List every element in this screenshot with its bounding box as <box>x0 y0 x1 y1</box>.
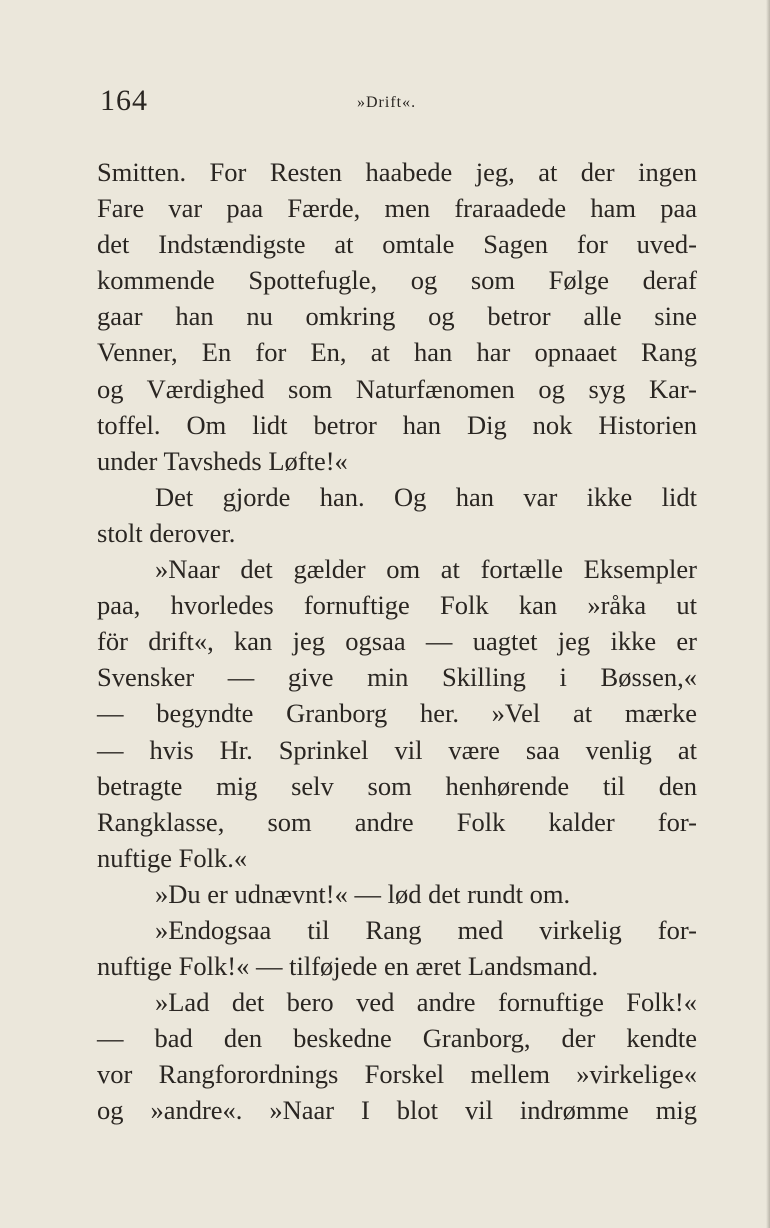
text-line: toffel. Om lidt betror han Dig nok Historien <box>97 409 697 440</box>
text-line: för drift«, kan jeg ogsaa — uagtet jeg ikke er <box>97 626 697 657</box>
text-line: — hvis Hr. Sprinkel vil være saa venlig at <box>97 734 697 765</box>
text-line: Svensker — give min Skilling i Bøssen,« <box>97 662 697 693</box>
text-line: nuftige Folk!« — tilføjede en æret Landsmand. <box>97 951 599 982</box>
text-line: stolt derover. <box>97 517 236 548</box>
text-line: »Naar det gælder om at fortælle Eksempler <box>155 554 697 585</box>
text-line: paa, hvorledes fornuftige Folk kan »råka ut <box>97 590 697 621</box>
text-line: Fare var paa Færde, men fraraadede ham paa <box>97 193 697 224</box>
text-line: — bad den beskedne Granborg, der kendte <box>97 1023 697 1054</box>
text-line: og »andre«. »Naar I blot vil indrømme mig <box>97 1095 697 1126</box>
text-line: under Tavsheds Løfte!« <box>97 445 348 476</box>
running-title: »Drift«. <box>357 94 417 111</box>
text-line: »Endogsaa til Rang med virkelig for- <box>155 914 697 945</box>
text-line: — begyndte Granborg her. »Vel at mærke <box>97 698 697 729</box>
text-line: »Du er udnævnt!« — lød det rundt om. <box>155 878 571 909</box>
text-line: vor Rangforordnings Forskel mellem »virkelige« <box>97 1059 697 1090</box>
text-line: og Værdighed som Naturfænomen og syg Kar- <box>97 373 697 404</box>
body-text <box>97 154 697 1129</box>
text-line: betragte mig selv som henhørende til den <box>97 770 697 801</box>
text-line: kommende Spottefugle, og som Følge deraf <box>97 265 697 296</box>
text-line: Venner, En for En, at han har opnaaet Rang <box>97 337 697 368</box>
text-line: Det gjorde han. Og han var ikke lidt <box>155 481 697 512</box>
text-line: det Indstændigste at omtale Sagen for uved- <box>97 229 697 260</box>
text-line: nuftige Folk.« <box>97 842 248 873</box>
text-line: Smitten. For Resten haabede jeg, at der ingen <box>97 157 697 187</box>
text-line: »Lad det bero ved andre fornuftige Folk!« <box>155 987 697 1018</box>
page-edge-shadow <box>766 0 770 1228</box>
page-number: 164 <box>100 84 148 117</box>
text-line: gaar han nu omkring og betror alle sine <box>97 301 697 332</box>
text-line: Rangklasse, som andre Folk kalder for- <box>97 806 697 837</box>
